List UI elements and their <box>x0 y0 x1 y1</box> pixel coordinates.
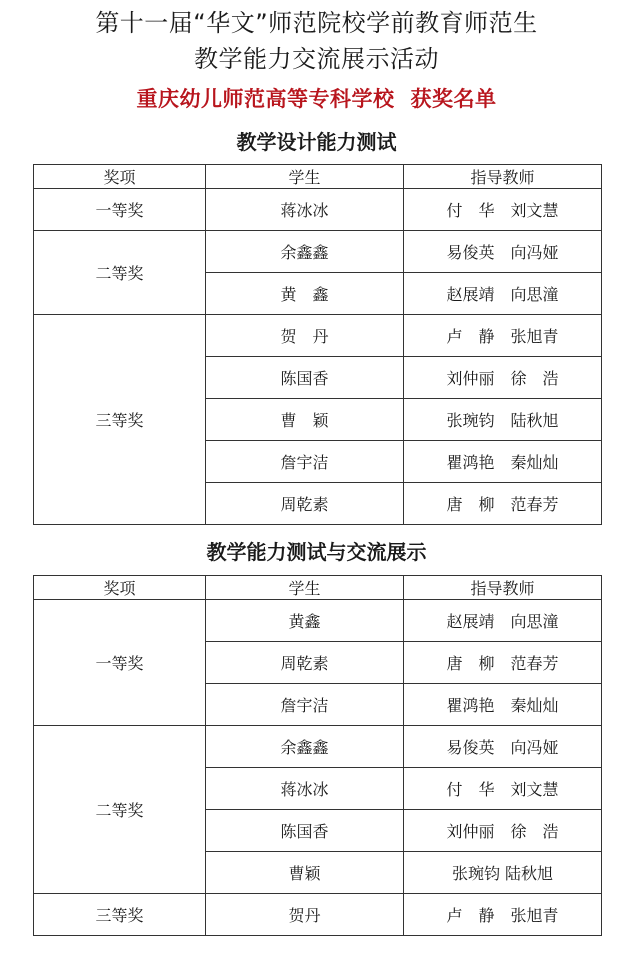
award-cell: 三等奖 <box>34 894 206 936</box>
table-row <box>34 189 602 231</box>
student-cell: 蒋冰冰 <box>206 768 404 810</box>
student-cell: 黄鑫 <box>206 600 404 642</box>
student-cell: 余鑫鑫 <box>206 726 404 768</box>
school-line <box>0 84 633 114</box>
student-cell: 陈国香 <box>206 357 404 399</box>
header-student: 学生 <box>206 165 404 189</box>
table-row <box>34 231 602 273</box>
student-cell: 周乾素 <box>206 642 404 684</box>
teacher-cell: 刘仲丽 徐 浩 <box>404 810 602 852</box>
student-cell: 余鑫鑫 <box>206 231 404 273</box>
award-cell: 一等奖 <box>34 600 206 726</box>
teacher-cell: 付 华 刘文慧 <box>404 189 602 231</box>
section2-title: 教学能力测试与交流展示 <box>206 540 427 564</box>
section2-table <box>33 575 602 936</box>
student-cell: 陈国香 <box>206 810 404 852</box>
award-cell: 二等奖 <box>34 726 206 894</box>
table-header-row <box>34 576 602 600</box>
teacher-cell: 付 华 刘文慧 <box>404 768 602 810</box>
student-cell: 曹颖 <box>206 852 404 894</box>
header-award: 奖项 <box>34 576 206 600</box>
student-cell: 蒋冰冰 <box>206 189 404 231</box>
table-row <box>34 894 602 936</box>
table-row <box>34 600 602 642</box>
header-teacher: 指导教师 <box>404 165 602 189</box>
award-cell: 三等奖 <box>34 315 206 525</box>
student-cell: 曹 颖 <box>206 399 404 441</box>
table-row <box>34 726 602 768</box>
teacher-cell: 易俊英 向冯娅 <box>404 231 602 273</box>
title-line-1: 第十一届“华文”师范院校学前教育师范生 <box>95 9 538 37</box>
teacher-cell: 张琬钧 陆秋旭 <box>404 852 602 894</box>
student-cell: 詹宇洁 <box>206 684 404 726</box>
school-name: 重庆幼儿师范高等专科学校 <box>136 87 395 111</box>
teacher-cell: 瞿鸿艳 秦灿灿 <box>404 684 602 726</box>
section1-table <box>33 164 602 525</box>
teacher-cell: 唐 柳 范春芳 <box>404 483 602 525</box>
teacher-cell: 赵展靖 向思潼 <box>404 600 602 642</box>
teacher-cell: 易俊英 向冯娅 <box>404 726 602 768</box>
student-cell: 贺丹 <box>206 894 404 936</box>
teacher-cell: 卢 静 张旭青 <box>404 894 602 936</box>
teacher-cell: 瞿鸿艳 秦灿灿 <box>404 441 602 483</box>
table-header-row <box>34 165 602 189</box>
header-award: 奖项 <box>34 165 206 189</box>
award-list-label: 获奖名单 <box>410 87 497 111</box>
award-cell: 一等奖 <box>34 189 206 231</box>
teacher-cell: 卢 静 张旭青 <box>404 315 602 357</box>
teacher-cell: 赵展靖 向思潼 <box>404 273 602 315</box>
table-row <box>34 315 602 357</box>
student-cell: 黄 鑫 <box>206 273 404 315</box>
teacher-cell: 唐 柳 范春芳 <box>404 642 602 684</box>
award-cell: 二等奖 <box>34 231 206 315</box>
student-cell: 周乾素 <box>206 483 404 525</box>
student-cell: 詹宇洁 <box>206 441 404 483</box>
teacher-cell: 刘仲丽 徐 浩 <box>404 357 602 399</box>
header-teacher: 指导教师 <box>404 576 602 600</box>
teacher-cell: 张琬钧 陆秋旭 <box>404 399 602 441</box>
header-student: 学生 <box>206 576 404 600</box>
student-cell: 贺 丹 <box>206 315 404 357</box>
title-line-2: 教学能力交流展示活动 <box>194 45 439 73</box>
section1-title: 教学设计能力测试 <box>236 130 397 154</box>
